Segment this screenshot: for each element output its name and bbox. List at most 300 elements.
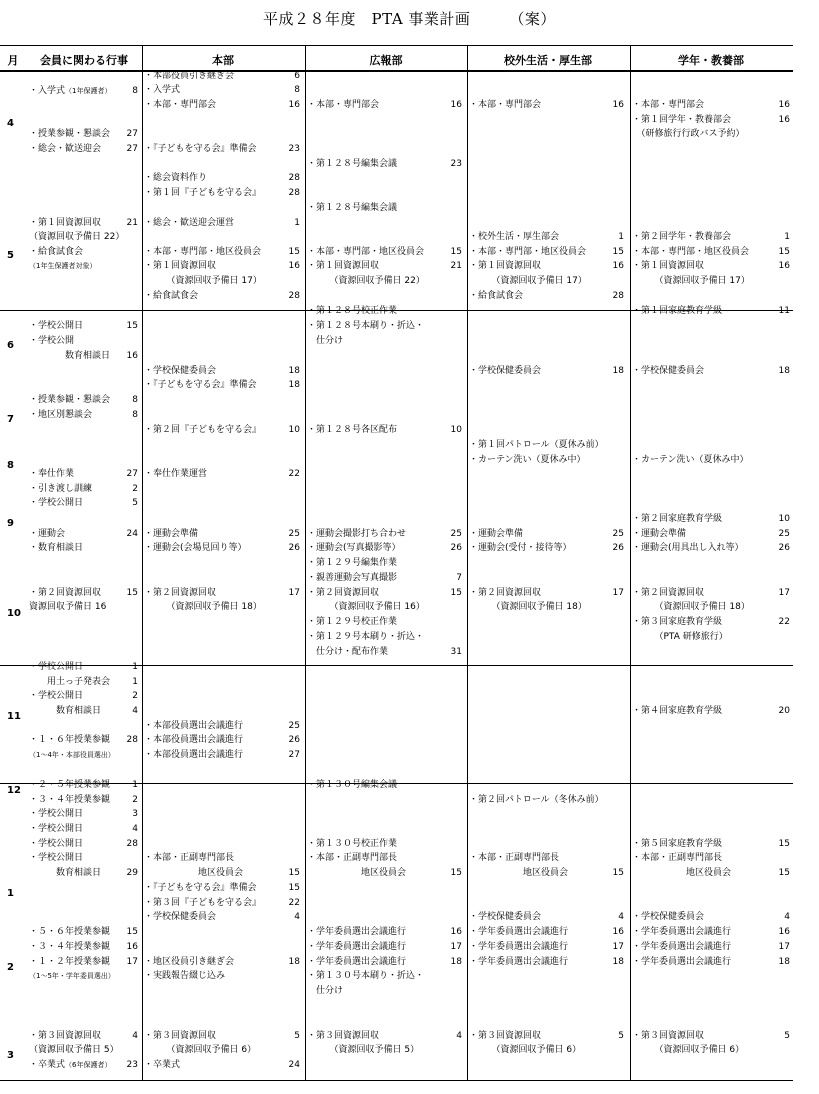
item-text: ・第１回資源回収 <box>632 261 705 271</box>
item-text: ・奉仕作業 <box>29 469 75 479</box>
item-day: 8 <box>294 85 300 95</box>
item-note: （1年保護者） <box>65 87 112 95</box>
item-text: ・学校保健委員会 <box>469 366 542 376</box>
schedule-item <box>144 897 300 909</box>
schedule-item <box>469 528 624 540</box>
schedule-item <box>29 838 138 850</box>
schedule-item <box>144 970 300 982</box>
item-day: 26 <box>612 543 624 553</box>
schedule-item <box>29 409 138 421</box>
item-day: 15 <box>126 927 138 937</box>
schedule-item <box>29 85 138 97</box>
item-text: ・学校公開日 <box>29 498 84 508</box>
item-text: ・第１２８号編集会議 <box>307 159 398 169</box>
item-text: （PTA 研修旅行） <box>632 632 728 642</box>
schedule-item <box>469 601 624 613</box>
item-day: 5 <box>784 1031 790 1041</box>
column-header: 本部 <box>212 54 234 67</box>
item-day: 15 <box>126 588 138 598</box>
schedule-item <box>632 941 790 953</box>
item-day: 1 <box>294 218 300 228</box>
schedule-item <box>144 734 300 746</box>
item-day: 15 <box>450 868 462 878</box>
item-day: 8 <box>132 395 138 405</box>
item-day: 5 <box>294 1031 300 1041</box>
item-text: ・卒業式 <box>144 1060 181 1070</box>
schedule-item <box>632 513 790 525</box>
schedule-item <box>307 985 462 997</box>
item-day: 29 <box>126 868 138 878</box>
item-day: 18 <box>778 366 790 376</box>
item-day: 16 <box>778 115 790 125</box>
item-text <box>29 970 115 982</box>
item-day: 1 <box>132 662 138 672</box>
schedule-item <box>469 956 624 968</box>
item-day: 4 <box>132 1031 138 1041</box>
item-day: 15 <box>126 321 138 331</box>
table-row-border <box>0 1080 793 1081</box>
item-text <box>29 260 96 272</box>
item-text: ・２・５年授業参観 <box>29 780 111 790</box>
item-day: 25 <box>612 529 624 539</box>
item-day: 28 <box>126 735 138 745</box>
schedule-item <box>144 70 300 82</box>
item-text: ・第１２９号校正作業 <box>307 617 398 627</box>
item-text: ・第５回家庭教育学級 <box>632 839 723 849</box>
schedule-item <box>29 217 138 229</box>
schedule-item <box>144 187 300 199</box>
item-day: 31 <box>450 647 462 657</box>
item-text <box>29 749 115 761</box>
item-day: 5 <box>132 498 138 508</box>
item-text: ・学年委員選出会議進行 <box>632 957 732 967</box>
schedule-item <box>29 808 138 820</box>
item-text: ・第１３０号校正作業 <box>307 839 398 849</box>
schedule-item <box>29 690 138 702</box>
item-day: 10 <box>778 514 790 524</box>
item-text: ・入学式（1年保護者） <box>29 86 112 96</box>
schedule-item <box>29 483 138 495</box>
month-label: 9 <box>7 518 14 529</box>
item-text: ・本部・専門部会 <box>307 100 380 110</box>
schedule-item <box>307 631 462 643</box>
item-text: ・第１回資源回収 <box>144 261 217 271</box>
schedule-item <box>632 365 790 377</box>
schedule-item <box>307 970 462 982</box>
item-day: 26 <box>288 735 300 745</box>
schedule-item <box>29 1059 138 1071</box>
item-day: 16 <box>450 927 462 937</box>
schedule-item <box>29 394 138 406</box>
document-title: 平成２８年度 PTA 事業計画 （案） <box>263 10 556 28</box>
item-day: 27 <box>126 129 138 139</box>
schedule-item <box>29 468 138 480</box>
item-text: ・学校公開日 <box>29 691 84 701</box>
item-text: ・３・４年授業参観 <box>29 795 111 805</box>
item-text: ・校外生活・厚生部会 <box>469 232 560 242</box>
schedule-item <box>144 260 300 272</box>
item-day: 18 <box>450 957 462 967</box>
item-text: （資源回収予備日 5） <box>29 1045 119 1055</box>
schedule-item <box>469 852 624 864</box>
item-text: ・学年委員選出会議進行 <box>307 942 407 952</box>
schedule-item <box>469 926 624 938</box>
item-text: ・第３回家庭教育学級 <box>632 617 723 627</box>
schedule-item <box>469 246 624 258</box>
item-text: 地区役員会 <box>307 868 407 878</box>
item-text: （資源回収予備日 6） <box>469 1045 582 1055</box>
item-day: 21 <box>450 261 462 271</box>
item-text: ・第４回家庭教育学級 <box>632 706 723 716</box>
item-day: 18 <box>288 380 300 390</box>
item-text: （資源回収予備日 18） <box>144 602 262 612</box>
schedule-item <box>144 852 300 864</box>
item-day: 15 <box>612 868 624 878</box>
month-label: 5 <box>7 250 14 261</box>
item-day: 26 <box>288 543 300 553</box>
item-text: ・本部・専門部会 <box>632 100 705 110</box>
schedule-item <box>144 275 300 287</box>
month-label: 8 <box>7 460 14 471</box>
item-text: ・本部役員引き継ぎ会 <box>144 71 235 81</box>
schedule-item <box>469 99 624 111</box>
schedule-item <box>307 260 462 272</box>
item-day: 17 <box>126 957 138 967</box>
item-day: 1 <box>132 677 138 687</box>
schedule-item <box>144 749 300 761</box>
schedule-item <box>144 587 300 599</box>
item-text: ・学校公開日 <box>29 809 84 819</box>
item-note: （6年保護者） <box>65 1061 112 1069</box>
item-day: 7 <box>456 573 462 583</box>
item-day: 15 <box>778 247 790 257</box>
item-text: （資源回収予備日 6） <box>632 1045 745 1055</box>
item-text: ・給食試食会 <box>469 291 524 301</box>
schedule-item <box>307 779 462 791</box>
item-text: ・『子どもを守る会』準備会 <box>144 883 257 893</box>
item-text: ・本部役員選出会議進行 <box>144 721 244 731</box>
item-day: 18 <box>612 366 624 376</box>
schedule-item <box>307 528 462 540</box>
table-column-border <box>142 45 143 1080</box>
item-text: ・運動会準備 <box>632 529 687 539</box>
item-text: ・第１回資源回収 <box>29 218 102 228</box>
item-day: 15 <box>288 883 300 893</box>
schedule-item <box>29 734 138 746</box>
schedule-item <box>307 852 462 864</box>
item-text: （資源回収予備日 5） <box>307 1045 420 1055</box>
item-day: 22 <box>288 898 300 908</box>
item-day: 15 <box>288 247 300 257</box>
item-day: 17 <box>612 942 624 952</box>
item-day: 4 <box>618 912 624 922</box>
schedule-item <box>632 867 790 879</box>
item-text: ・本部・正副専門部長 <box>632 853 723 863</box>
item-text: ・第２回資源回収 <box>307 588 380 598</box>
item-day: 2 <box>132 691 138 701</box>
schedule-item <box>29 705 138 717</box>
item-day: 23 <box>288 144 300 154</box>
item-text: ・運動会 <box>29 529 66 539</box>
item-text: ・給食試食会 <box>29 247 84 257</box>
item-text: ・入学式 <box>144 85 181 95</box>
item-text: ・奉仕作業運営 <box>144 469 208 479</box>
item-day: 17 <box>612 588 624 598</box>
item-text: ・第１２８号編集会議 <box>307 203 398 213</box>
item-text: ・第２回資源回収 <box>632 588 705 598</box>
item-text: ・運動会(会場見回り等） <box>144 543 247 553</box>
schedule-item <box>144 172 300 184</box>
schedule-item <box>29 779 138 791</box>
item-day: 28 <box>288 188 300 198</box>
schedule-item <box>632 616 790 628</box>
item-day: 4 <box>132 706 138 716</box>
item-day: 5 <box>618 1031 624 1041</box>
schedule-item <box>29 867 138 879</box>
item-day: 25 <box>778 529 790 539</box>
schedule-item <box>29 587 138 599</box>
schedule-item <box>632 128 790 140</box>
schedule-item <box>29 542 138 554</box>
item-day: 4 <box>132 824 138 834</box>
item-day: 2 <box>132 484 138 494</box>
item-day: 18 <box>778 957 790 967</box>
item-day: 21 <box>126 218 138 228</box>
item-text: （資源回収予備日 18） <box>469 602 587 612</box>
schedule-item <box>144 217 300 229</box>
schedule-item <box>144 720 300 732</box>
item-text: ・本部・専門部・地区役員会 <box>307 247 425 257</box>
item-text: （資源回収予備日 16） <box>307 602 425 612</box>
schedule-item <box>144 882 300 894</box>
schedule-item <box>144 84 300 96</box>
item-note: （1～5年・学年委員選出） <box>29 972 115 980</box>
item-text: 数育相談日 <box>29 351 111 361</box>
schedule-item <box>307 926 462 938</box>
schedule-item <box>307 587 462 599</box>
schedule-item <box>469 1044 624 1056</box>
item-text: ・第２回家庭教育学級 <box>632 514 723 524</box>
table-column-border <box>630 45 631 1080</box>
item-day: 2 <box>132 795 138 805</box>
item-day: 15 <box>778 839 790 849</box>
item-text: ・本部・専門部・地区役員会 <box>469 247 587 257</box>
schedule-item <box>469 275 624 287</box>
item-day: 15 <box>450 588 462 598</box>
month-label: 12 <box>7 785 21 796</box>
schedule-item <box>29 246 138 258</box>
item-day: 23 <box>126 1060 138 1070</box>
item-text: 数育相談日 <box>29 706 102 716</box>
schedule-item <box>29 852 138 864</box>
item-text: ・学校公開 <box>29 336 75 346</box>
item-day: 16 <box>778 927 790 937</box>
item-text: ・学校保健委員会 <box>469 912 542 922</box>
schedule-item <box>144 911 300 923</box>
item-day: 16 <box>778 261 790 271</box>
schedule-item <box>144 542 300 554</box>
schedule-item <box>144 1059 300 1071</box>
column-header: 会員に関わる行事 <box>40 54 128 67</box>
schedule-item <box>307 542 462 554</box>
item-day: 6 <box>294 71 300 81</box>
item-day: 8 <box>132 410 138 420</box>
item-text: ・運動会(用具出し入れ等） <box>632 543 744 553</box>
schedule-item <box>29 143 138 155</box>
item-text: （資源回収予備日 22） <box>307 276 425 286</box>
schedule-item <box>29 320 138 332</box>
item-day: 27 <box>126 469 138 479</box>
schedule-item <box>144 601 300 613</box>
schedule-item <box>632 705 790 717</box>
item-text: ・授業参観・懇談会 <box>29 395 111 405</box>
schedule-item <box>307 1030 462 1042</box>
item-day: 15 <box>778 868 790 878</box>
item-text: ・第３回資源回収 <box>469 1031 542 1041</box>
item-text: ・第１回学年・教養部会 <box>632 115 732 125</box>
item-text: ・５・６年授業参観 <box>29 927 111 937</box>
item-text: ・学年委員選出会議進行 <box>469 927 569 937</box>
item-text: （研修旅行行政バス予約） <box>632 129 745 139</box>
schedule-item <box>469 542 624 554</box>
schedule-item <box>29 970 138 982</box>
item-text: ・学校公開日 <box>29 662 84 672</box>
item-day: 17 <box>288 588 300 598</box>
item-text: （資源回収予備日 17） <box>632 276 750 286</box>
schedule-item <box>469 439 624 451</box>
month-label: 1 <box>7 888 14 899</box>
item-text: ・本部・専門部会 <box>144 100 217 110</box>
item-day: 10 <box>288 425 300 435</box>
schedule-item <box>307 838 462 850</box>
schedule-item <box>29 676 138 688</box>
schedule-item <box>632 926 790 938</box>
schedule-item <box>144 99 300 111</box>
item-text: ・実践報告綴じ込み <box>144 971 226 981</box>
item-text: ・学年委員選出会議進行 <box>632 942 732 952</box>
item-day: 28 <box>288 291 300 301</box>
item-day: 27 <box>288 750 300 760</box>
schedule-item <box>144 1044 300 1056</box>
item-text: ・本部・正副専門部長 <box>469 853 560 863</box>
item-text: ・第１回資源回収 <box>307 261 380 271</box>
item-text: ・数育相談日 <box>29 543 84 553</box>
schedule-item <box>307 305 462 317</box>
schedule-item <box>307 158 462 170</box>
item-text: ・学年委員選出会議進行 <box>307 957 407 967</box>
item-text: （資源回収予備日 18） <box>632 602 750 612</box>
item-day: 24 <box>288 1060 300 1070</box>
schedule-item <box>632 838 790 850</box>
schedule-item <box>469 231 624 243</box>
schedule-item <box>144 246 300 258</box>
schedule-item <box>29 823 138 835</box>
item-text: ・第３回『子どもを守る会』 <box>144 898 262 908</box>
schedule-item <box>307 941 462 953</box>
item-text: ・第１回パトロール（夏休み前） <box>469 440 604 450</box>
item-text: ・地区別懇談会 <box>29 410 93 420</box>
item-day: 4 <box>784 912 790 922</box>
schedule-item <box>307 99 462 111</box>
item-day: 27 <box>126 144 138 154</box>
schedule-item <box>632 246 790 258</box>
table-row-border <box>0 70 793 72</box>
schedule-item <box>144 956 300 968</box>
schedule-item <box>29 1030 138 1042</box>
item-text: ・第１３０号本刷り・折込・ <box>307 971 425 981</box>
item-text: ・引き渡し訓練 <box>29 484 93 494</box>
item-text: ・総会・歓送迎会 <box>29 144 102 154</box>
month-label: 6 <box>7 340 14 351</box>
schedule-item <box>307 424 462 436</box>
schedule-item <box>144 1030 300 1042</box>
item-day: 18 <box>612 957 624 967</box>
column-header: 校外生活・厚生部 <box>504 54 592 67</box>
schedule-item <box>632 601 790 613</box>
item-day: 17 <box>778 588 790 598</box>
item-text: ・総会・歓送迎会運営 <box>144 218 235 228</box>
month-label: 10 <box>7 608 21 619</box>
item-text: （資源回収予備日 22） <box>29 232 125 242</box>
table-column-border <box>305 45 306 1080</box>
schedule-item <box>632 114 790 126</box>
item-day: 20 <box>778 706 790 716</box>
item-day: 15 <box>288 868 300 878</box>
item-day: 17 <box>778 942 790 952</box>
item-text: ・学校公開日 <box>29 321 84 331</box>
item-text: ・第１２８号本刷り・折込・ <box>307 321 425 331</box>
item-day: 4 <box>456 1031 462 1041</box>
schedule-item <box>632 542 790 554</box>
item-text: ・『子どもを守る会』準備会 <box>144 144 257 154</box>
schedule-item <box>307 275 462 287</box>
schedule-item <box>144 379 300 391</box>
item-text: ・第１２９号本刷り・折込・ <box>307 632 425 642</box>
item-text: ・第３回資源回収 <box>144 1031 217 1041</box>
item-text: 数育相談日 <box>29 868 102 878</box>
item-text: ・運動会(受付・接待等） <box>469 543 572 553</box>
month-label: 7 <box>7 414 14 425</box>
item-day: 11 <box>778 306 790 316</box>
item-text: ・第１回『子どもを守る会』 <box>144 188 262 198</box>
item-day: 24 <box>126 529 138 539</box>
schedule-item <box>29 926 138 938</box>
schedule-item <box>307 335 462 347</box>
schedule-item <box>144 365 300 377</box>
schedule-item <box>469 454 624 466</box>
item-day: 16 <box>288 261 300 271</box>
schedule-item <box>29 941 138 953</box>
item-text: ・学年委員選出会議進行 <box>307 927 407 937</box>
schedule-item <box>307 601 462 613</box>
schedule-item <box>29 956 138 968</box>
item-day: 16 <box>612 927 624 937</box>
schedule-item <box>469 587 624 599</box>
item-text: ・運動会撮影打ち合わせ <box>307 529 407 539</box>
item-text: 仕分け・配布作業 <box>307 647 389 657</box>
schedule-item <box>632 454 790 466</box>
item-text: ・第１３０号編集会議 <box>307 780 398 790</box>
item-day: 3 <box>132 809 138 819</box>
schedule-item <box>469 1030 624 1042</box>
schedule-item <box>632 231 790 243</box>
item-day: 16 <box>612 261 624 271</box>
item-text: ・本部・正副専門部長 <box>307 853 398 863</box>
item-text: ・第３回資源回収 <box>307 1031 380 1041</box>
item-text: ・第２回パトロール（冬休み前） <box>469 795 604 805</box>
item-text: ・第１回家庭教育学級 <box>632 306 723 316</box>
item-text: ・第２回『子どもを守る会』 <box>144 425 262 435</box>
